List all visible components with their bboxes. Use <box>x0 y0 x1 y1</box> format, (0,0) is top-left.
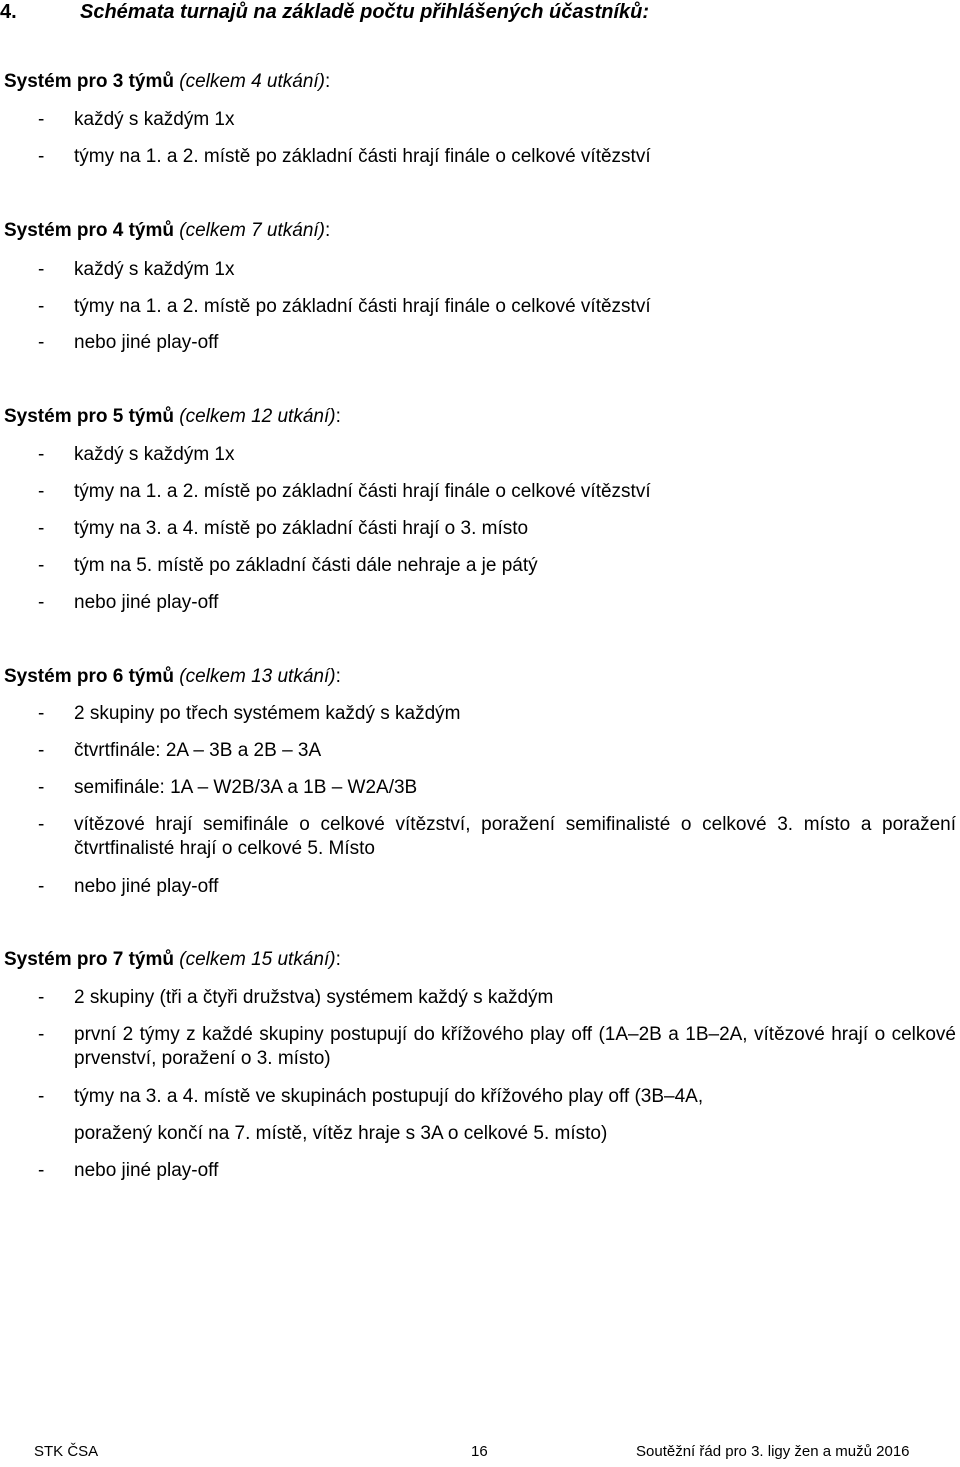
system-4-title <box>4 219 330 243</box>
system-3-colon: : <box>325 71 331 92</box>
list-item-text: 2 skupiny po třech systémem každý s každým <box>74 703 461 724</box>
list-dash: - <box>38 481 45 502</box>
system-5-name: Systém pro 5 týmů <box>4 406 174 427</box>
list-dash: - <box>38 814 45 835</box>
list-dash: - <box>38 592 45 613</box>
system-7-name: Systém pro 7 týmů <box>4 949 174 970</box>
system-7-colon: : <box>335 949 341 970</box>
system-4-name: Systém pro 4 týmů <box>4 220 174 241</box>
system-6-match-count: (celkem 13 utkání) <box>179 666 336 687</box>
page-number: 16 <box>471 1443 488 1460</box>
system-3-title <box>4 70 330 94</box>
list-dash: - <box>38 109 45 130</box>
list-dash: - <box>38 518 45 539</box>
system-5-title <box>4 405 341 429</box>
list-item-text: každý s každým 1x <box>74 109 235 130</box>
section-number: 4. <box>0 1 17 23</box>
list-dash: - <box>38 1024 45 1045</box>
system-7-match-count: (celkem 15 utkání) <box>179 949 336 970</box>
list-dash: - <box>38 332 45 353</box>
list-item-text: nebo jiné play-off <box>74 592 219 613</box>
list-item-text: semifinále: 1A – W2B/3A a 1B – W2A/3B <box>74 777 418 798</box>
system-5-colon: : <box>335 406 341 427</box>
list-item-text: čtvrtfinále: 2A – 3B a 2B – 3A <box>74 740 322 761</box>
list-dash: - <box>38 876 45 897</box>
list-item-text: 2 skupiny (tři a čtyři družstva) systémem každý s každým <box>74 987 554 1008</box>
list-item-text: týmy na 1. a 2. místě po základní části hrají finále o celkové vítězství <box>74 481 651 502</box>
list-item-text: týmy na 3. a 4. místě ve skupinách postupují do křížového play off (3B–4A, <box>74 1086 704 1107</box>
system-7-title <box>4 948 341 972</box>
list-dash: - <box>38 740 45 761</box>
list-dash: - <box>38 987 45 1008</box>
list-item-text: vítězové hrají semifinále o celkové vítězství, poražení semifinalisté o celkové 3. místo a poražení čtvrtfinalisté hrají o celkové 5. Místo <box>74 814 956 859</box>
list-dash: - <box>38 296 45 317</box>
list-item-text: poražený končí na 7. místě, vítěz hraje s 3A o celkové 5. místo) <box>74 1123 608 1144</box>
footer-document-title: Soutěžní řád pro 3. ligy žen a mužů 2016 <box>636 1443 910 1460</box>
footer-organization: STK ČSA <box>34 1443 99 1460</box>
list-dash: - <box>38 259 45 280</box>
list-dash: - <box>38 444 45 465</box>
system-6-colon: : <box>335 666 341 687</box>
list-dash: - <box>38 1086 45 1107</box>
list-item-text: týmy na 3. a 4. místě po základní části hrají o 3. místo <box>74 518 529 539</box>
system-3-name: Systém pro 3 týmů <box>4 71 174 92</box>
list-dash: - <box>38 703 45 724</box>
system-5-match-count: (celkem 12 utkání) <box>179 406 336 427</box>
system-6-name: Systém pro 6 týmů <box>4 666 174 687</box>
system-6-title <box>4 665 341 689</box>
list-item-text: týmy na 1. a 2. místě po základní části hrají finále o celkové vítězství <box>74 146 651 167</box>
list-item-text: nebo jiné play-off <box>74 332 219 353</box>
section-title: Schémata turnajů na základě počtu přihlášených účastníků: <box>80 1 650 23</box>
list-item-text: každý s každým 1x <box>74 259 235 280</box>
list-item-text: tým na 5. místě po základní části dále nehraje a je pátý <box>74 555 538 576</box>
list-item-text: nebo jiné play-off <box>74 876 219 897</box>
list-item-text: týmy na 1. a 2. místě po základní části hrají finále o celkové vítězství <box>74 296 651 317</box>
list-dash: - <box>38 555 45 576</box>
list-dash: - <box>38 1160 45 1181</box>
system-3-match-count: (celkem 4 utkání) <box>179 71 326 92</box>
list-item-text: nebo jiné play-off <box>74 1160 219 1181</box>
system-4-colon: : <box>325 220 331 241</box>
list-dash: - <box>38 146 45 167</box>
section-heading <box>0 0 649 24</box>
list-dash: - <box>38 777 45 798</box>
system-4-match-count: (celkem 7 utkání) <box>179 220 326 241</box>
list-item-text: každý s každým 1x <box>74 444 235 465</box>
list-item-text: první 2 týmy z každé skupiny postupují do křížového play off (1A–2B a 1B–2A, vítězové hrají o celkové prvenství, poražení o 3. místo) <box>74 1024 956 1069</box>
